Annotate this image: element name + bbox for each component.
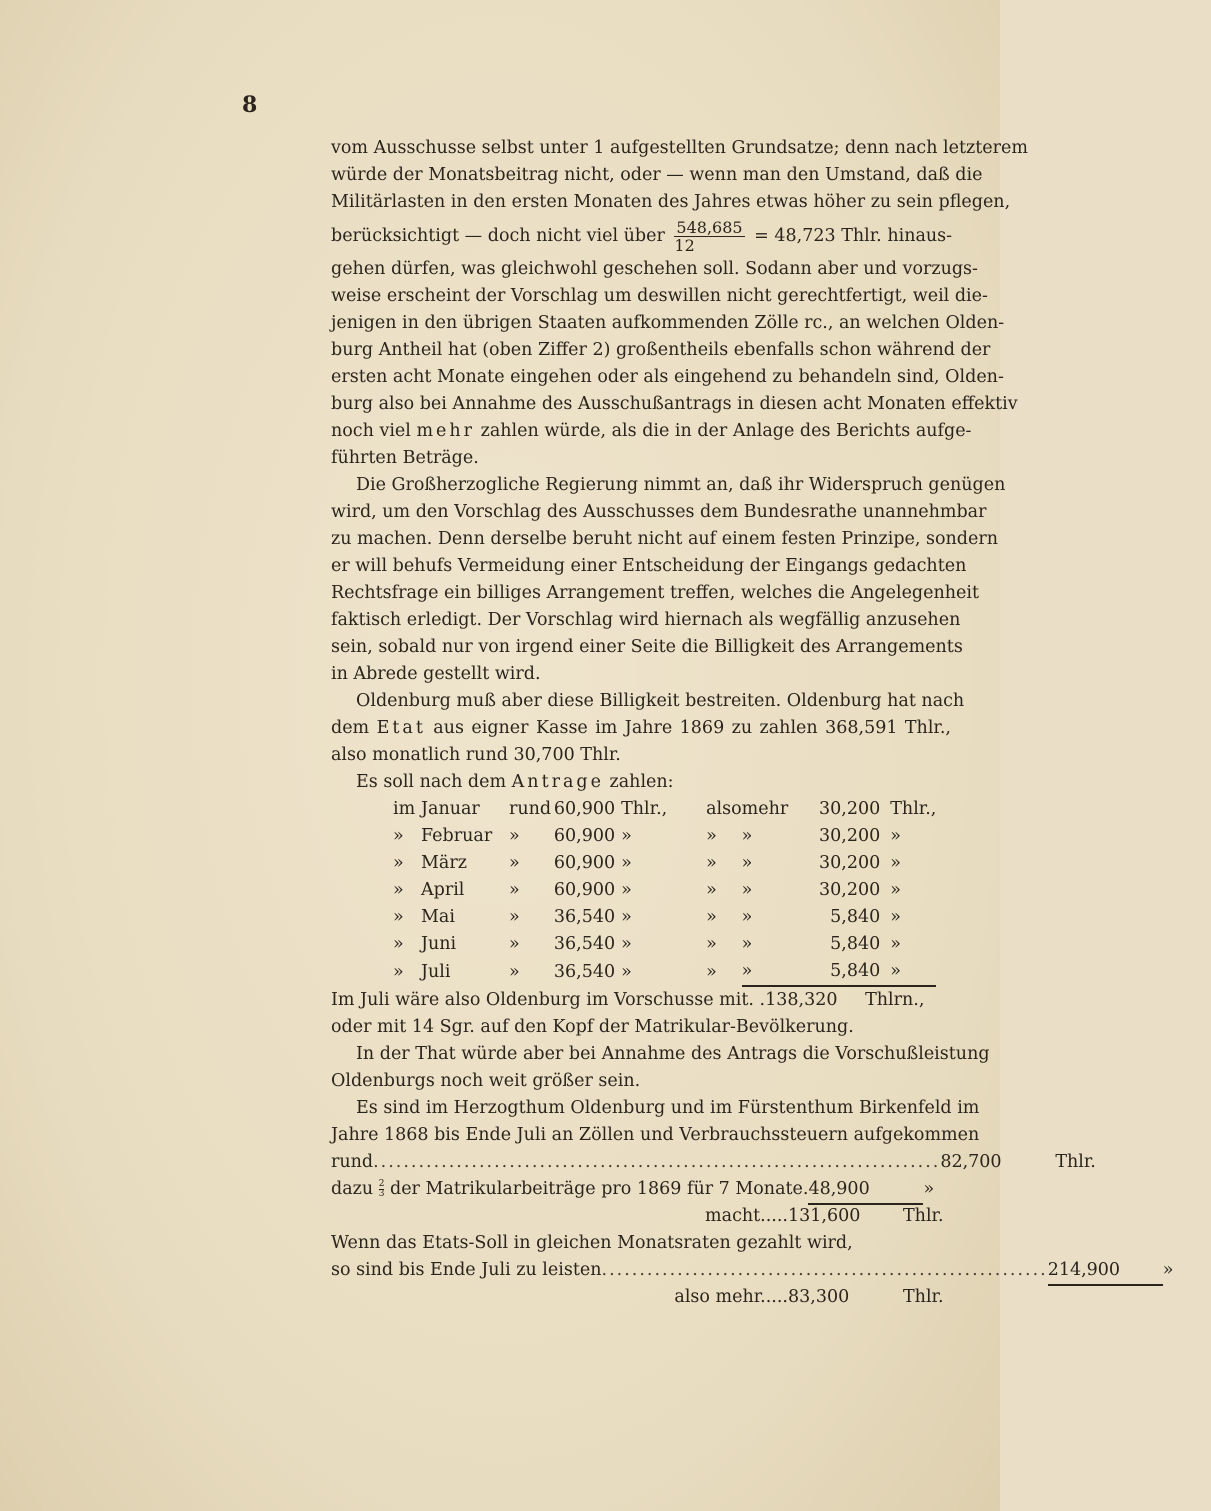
text-line: zu machen. Denn derselbe beruht nicht auf einem festen Prinzipe, sondern [331, 529, 998, 549]
schedule-cell-month: Mai [421, 907, 455, 927]
paragraph-2-cont [331, 499, 998, 688]
schedule-cell-mehr: » [741, 826, 753, 846]
schedule-cell-diff: 30,200 [819, 799, 881, 819]
row-unit: Thlrn., [865, 990, 925, 1010]
paragraph-7 [331, 1095, 1096, 1230]
text-line: Oldenburgs noch weit größer sein. [331, 1071, 641, 1091]
schedule-cell-month: Februar [421, 826, 493, 846]
schedule-cell-mehr: mehr [741, 799, 789, 819]
row-amount: 83,300 [788, 1287, 850, 1307]
fraction-denominator: 12 [674, 236, 695, 255]
fraction-numerator: 2 [378, 1179, 385, 1189]
total-row [331, 1284, 951, 1311]
text-line: Rechtsfrage ein billiges Arrangement treffen, welches die Angelegenheit [331, 583, 980, 603]
schedule-cell-ditto1: » [509, 961, 520, 982]
text-line: jenigen in den übrigen Staaten aufkommenden Zölle rc., an welchen Olden- [331, 313, 1005, 333]
text-fragment: Es soll nach dem [356, 772, 512, 792]
row-label [331, 1176, 808, 1203]
schedule-cell-diff: 30,200 [819, 853, 881, 873]
paragraph-8 [331, 1230, 1174, 1311]
schedule-cell-diff: 30,200 [819, 826, 881, 846]
schedule-cell-month: Juni [421, 934, 457, 954]
text-line: burg also bei Annahme des Ausschußantrags in diesen acht Monaten effektiv [331, 394, 1018, 414]
schedule-cell-month: Januar [421, 799, 480, 819]
schedule-cell-unit2: Thlr., [890, 799, 937, 819]
schedule-row [393, 904, 936, 931]
paragraph-2 [331, 472, 1006, 499]
text-line: wird, um den Vorschlag des Ausschusses dem Bundesrathe unannehmbar [331, 502, 987, 522]
schedule-cell-im: » [393, 880, 404, 900]
text-fragment: zahlen würde, als die in der Anlage des Berichts aufge- [475, 421, 972, 441]
schedule-cell-im: » [393, 826, 404, 846]
schedule-cell-im: » [393, 907, 404, 927]
schedule-cell-also: » [706, 961, 717, 982]
schedule-cell-amount: 60,900 [553, 853, 616, 873]
schedule-cell-unit1: » [621, 826, 632, 846]
text-line: In der That würde aber bei Annahme des Antrags die Vorschußleistung [356, 1044, 990, 1064]
text-fragment: der Matrikularbeiträge pro 1869 für 7 Monate. [384, 1179, 809, 1199]
text-line: faktisch erledigt. Der Vorschlag wird hiernach als wegfällig anzusehen [331, 610, 961, 630]
text-line: gehen dürfen, was gleichwohl geschehen soll. Sodann aber und vorzugs- [331, 259, 978, 279]
schedule-cell-diff: 5,840 [830, 907, 881, 927]
schedule-cell-unit2: » [890, 934, 901, 954]
schedule-cell-also: » [706, 934, 717, 954]
text-fragment: dem [331, 718, 377, 738]
text-fragment: dazu [331, 1179, 379, 1199]
text-fragment: noch viel [331, 421, 417, 441]
text-line: er will behufs Vermeidung einer Entscheidung der Eingangs gedachten [331, 556, 967, 576]
row-unit: Thlr. [1055, 1152, 1096, 1172]
schedule-cell-diff: 5,840 [788, 958, 890, 986]
amount-row [331, 1176, 951, 1203]
text-line [331, 418, 972, 445]
schedule-cell-month: März [421, 853, 467, 873]
sum-row [331, 987, 951, 1014]
schedule-cell-mehr: » [741, 853, 753, 873]
schedule-row [393, 823, 936, 850]
schedule-cell-unit1: » [621, 934, 632, 954]
row-amount: 48,900 [808, 1176, 923, 1205]
leader-dots: ........................................................................... [373, 1152, 941, 1172]
text-line: Die Großherzogliche Regierung nimmt an, daß ihr Widerspruch genügen [356, 475, 1006, 495]
schedule-cell-mehr: » [741, 934, 753, 954]
paragraph-5 [331, 987, 951, 1041]
schedule-cell-diff: 5,840 [830, 934, 881, 954]
payment-schedule-table [393, 796, 936, 987]
text-line [331, 769, 951, 796]
leader-dots: ........................................................... [601, 1260, 1048, 1280]
fraction [674, 219, 744, 254]
schedule-row [393, 796, 936, 823]
paragraph-1 [331, 135, 1028, 472]
schedule-cell-im: » [393, 934, 404, 954]
schedule-cell-ditto1: » [509, 853, 520, 873]
schedule-row [393, 850, 936, 877]
schedule-cell-unit2: » [890, 958, 936, 986]
schedule-cell-unit1: » [621, 880, 632, 900]
schedule-cell-diff: 30,200 [819, 880, 881, 900]
schedule-cell-month: April [421, 880, 465, 900]
schedule-cell-im: » [393, 961, 404, 982]
row-label: rund [331, 1152, 374, 1172]
text-line: führten Beträge. [331, 448, 479, 468]
schedule-row [393, 958, 936, 986]
schedule-cell-mehr: » [741, 907, 753, 927]
text-line [331, 715, 951, 742]
schedule-cell-also: also [706, 799, 742, 819]
schedule-cell-mehr: » [741, 880, 753, 900]
amount-row [331, 1149, 1096, 1176]
text-fragment: aus eigner Kasse im Jahre 1869 zu zahlen 368,591 Thlr., [425, 718, 951, 738]
row-amount: 214,900 [1048, 1257, 1163, 1286]
schedule-cell-mehr: » [742, 958, 789, 986]
body-text [331, 135, 1174, 1311]
schedule-cell-amount: 36,540 [553, 934, 616, 954]
formula-prefix: berücksichtigt — doch nicht viel über [331, 226, 665, 246]
formula-end: hinaus- [887, 226, 953, 246]
text-line: vom Ausschusse selbst unter 1 aufgestellten Grundsatze; denn nach letzterem [331, 138, 1028, 158]
spaced-emphasis: mehr [416, 421, 476, 441]
schedule-cell-amount: 60,900 [553, 826, 616, 846]
text-line: sein, sobald nur von irgend einer Seite die Billigkeit des Arrangements [331, 637, 963, 657]
row-label: also mehr..... [674, 1287, 788, 1307]
spaced-emphasis: Antrage [511, 772, 604, 792]
schedule-cell-ditto1: » [509, 826, 520, 846]
formula-result: = 48,723 Thlr. [754, 226, 882, 246]
schedule-cell-amount: 60,900 [553, 880, 616, 900]
row-unit: » [1162, 1260, 1174, 1280]
spaced-emphasis: Etat [376, 718, 426, 738]
total-row [331, 1203, 951, 1230]
row-label: Im Juli wäre also Oldenburg im Vorschusse mit. . [331, 990, 766, 1010]
row-unit: » [923, 1179, 935, 1199]
schedule-cell-unit2: » [890, 907, 901, 927]
schedule-cell-also: » [706, 853, 717, 873]
schedule-cell-amount: 36,540 [553, 961, 616, 982]
schedule-cell-unit1: Thlr., [621, 799, 668, 819]
text-line: Es sind im Herzogthum Oldenburg und im Fürstenthum Birkenfeld im [356, 1098, 980, 1118]
row-unit: Thlr. [903, 1287, 944, 1307]
schedule-cell-unit1: » [621, 961, 632, 982]
text-line: würde der Monatsbeitrag nicht, oder — wenn man den Umstand, daß die [331, 165, 983, 185]
paragraph-4 [331, 769, 951, 796]
row-unit: Thlr. [903, 1206, 944, 1226]
schedule-cell-unit1: » [621, 907, 632, 927]
fraction-denominator: 3 [378, 1189, 385, 1199]
schedule-cell-ditto1: » [509, 880, 520, 900]
fraction-numerator: 548,685 [676, 218, 743, 237]
text-line: in Abrede gestellt wird. [331, 664, 541, 684]
amount-row [331, 1257, 1174, 1284]
schedule-cell-unit1: » [621, 853, 632, 873]
schedule-cell-im: im [393, 799, 416, 819]
schedule-cell-ditto1: » [509, 934, 520, 954]
text-line: Oldenburg muß aber diese Billigkeit bestreiten. Oldenburg hat nach [356, 691, 965, 711]
schedule-cell-also: » [706, 907, 717, 927]
paragraph-6 [331, 1041, 990, 1095]
row-amount: 131,600 [788, 1206, 861, 1226]
text-line: Wenn das Etats-Soll in gleichen Monatsraten gezahlt wird, [331, 1233, 853, 1253]
schedule-row [393, 877, 936, 904]
schedule-cell-amount: 36,540 [553, 907, 616, 927]
text-line: burg Antheil hat (oben Ziffer 2) großentheils ebenfalls schon während der [331, 340, 991, 360]
schedule-cell-amount: 60,900 [553, 799, 616, 819]
text-line: oder mit 14 Sgr. auf den Kopf der Matrikular-Bevölkerung. [331, 1017, 854, 1037]
row-label: macht..... [705, 1206, 788, 1226]
schedule-cell-unit2: » [890, 826, 901, 846]
schedule-cell-im: » [393, 853, 404, 873]
schedule-cell-unit2: » [890, 880, 901, 900]
schedule-row [393, 931, 936, 958]
schedule-cell-also: » [706, 826, 717, 846]
row-label: so sind bis Ende Juli zu leisten [331, 1260, 602, 1280]
text-line: Jahre 1868 bis Ende Juli an Zöllen und Verbrauchssteuern aufgekommen [331, 1125, 980, 1145]
text-fragment: zahlen: [603, 772, 674, 792]
schedule-cell-ditto1: rund [509, 799, 552, 819]
text-line: ersten acht Monate eingehen oder als eingehend zu behandeln sind, Olden- [331, 367, 1004, 387]
page-number: 8 [242, 92, 258, 118]
text-line: Militärlasten in den ersten Monaten des Jahres etwas höher zu sein pflegen, [331, 192, 1011, 212]
schedule-cell-also: » [706, 880, 717, 900]
formula-line [331, 216, 951, 256]
schedule-cell-unit2: » [890, 853, 901, 873]
schedule-cell-month: Juli [421, 961, 451, 982]
row-amount: 82,700 [940, 1152, 1002, 1172]
text-line: weise erscheint der Vorschlag um deswillen nicht gerechtfertigt, weil die- [331, 286, 988, 306]
text-line: also monatlich rund 30,700 Thlr. [331, 745, 621, 765]
row-amount: 138,320 [765, 990, 838, 1010]
schedule-cell-ditto1: » [509, 907, 520, 927]
paragraph-3 [331, 688, 965, 769]
